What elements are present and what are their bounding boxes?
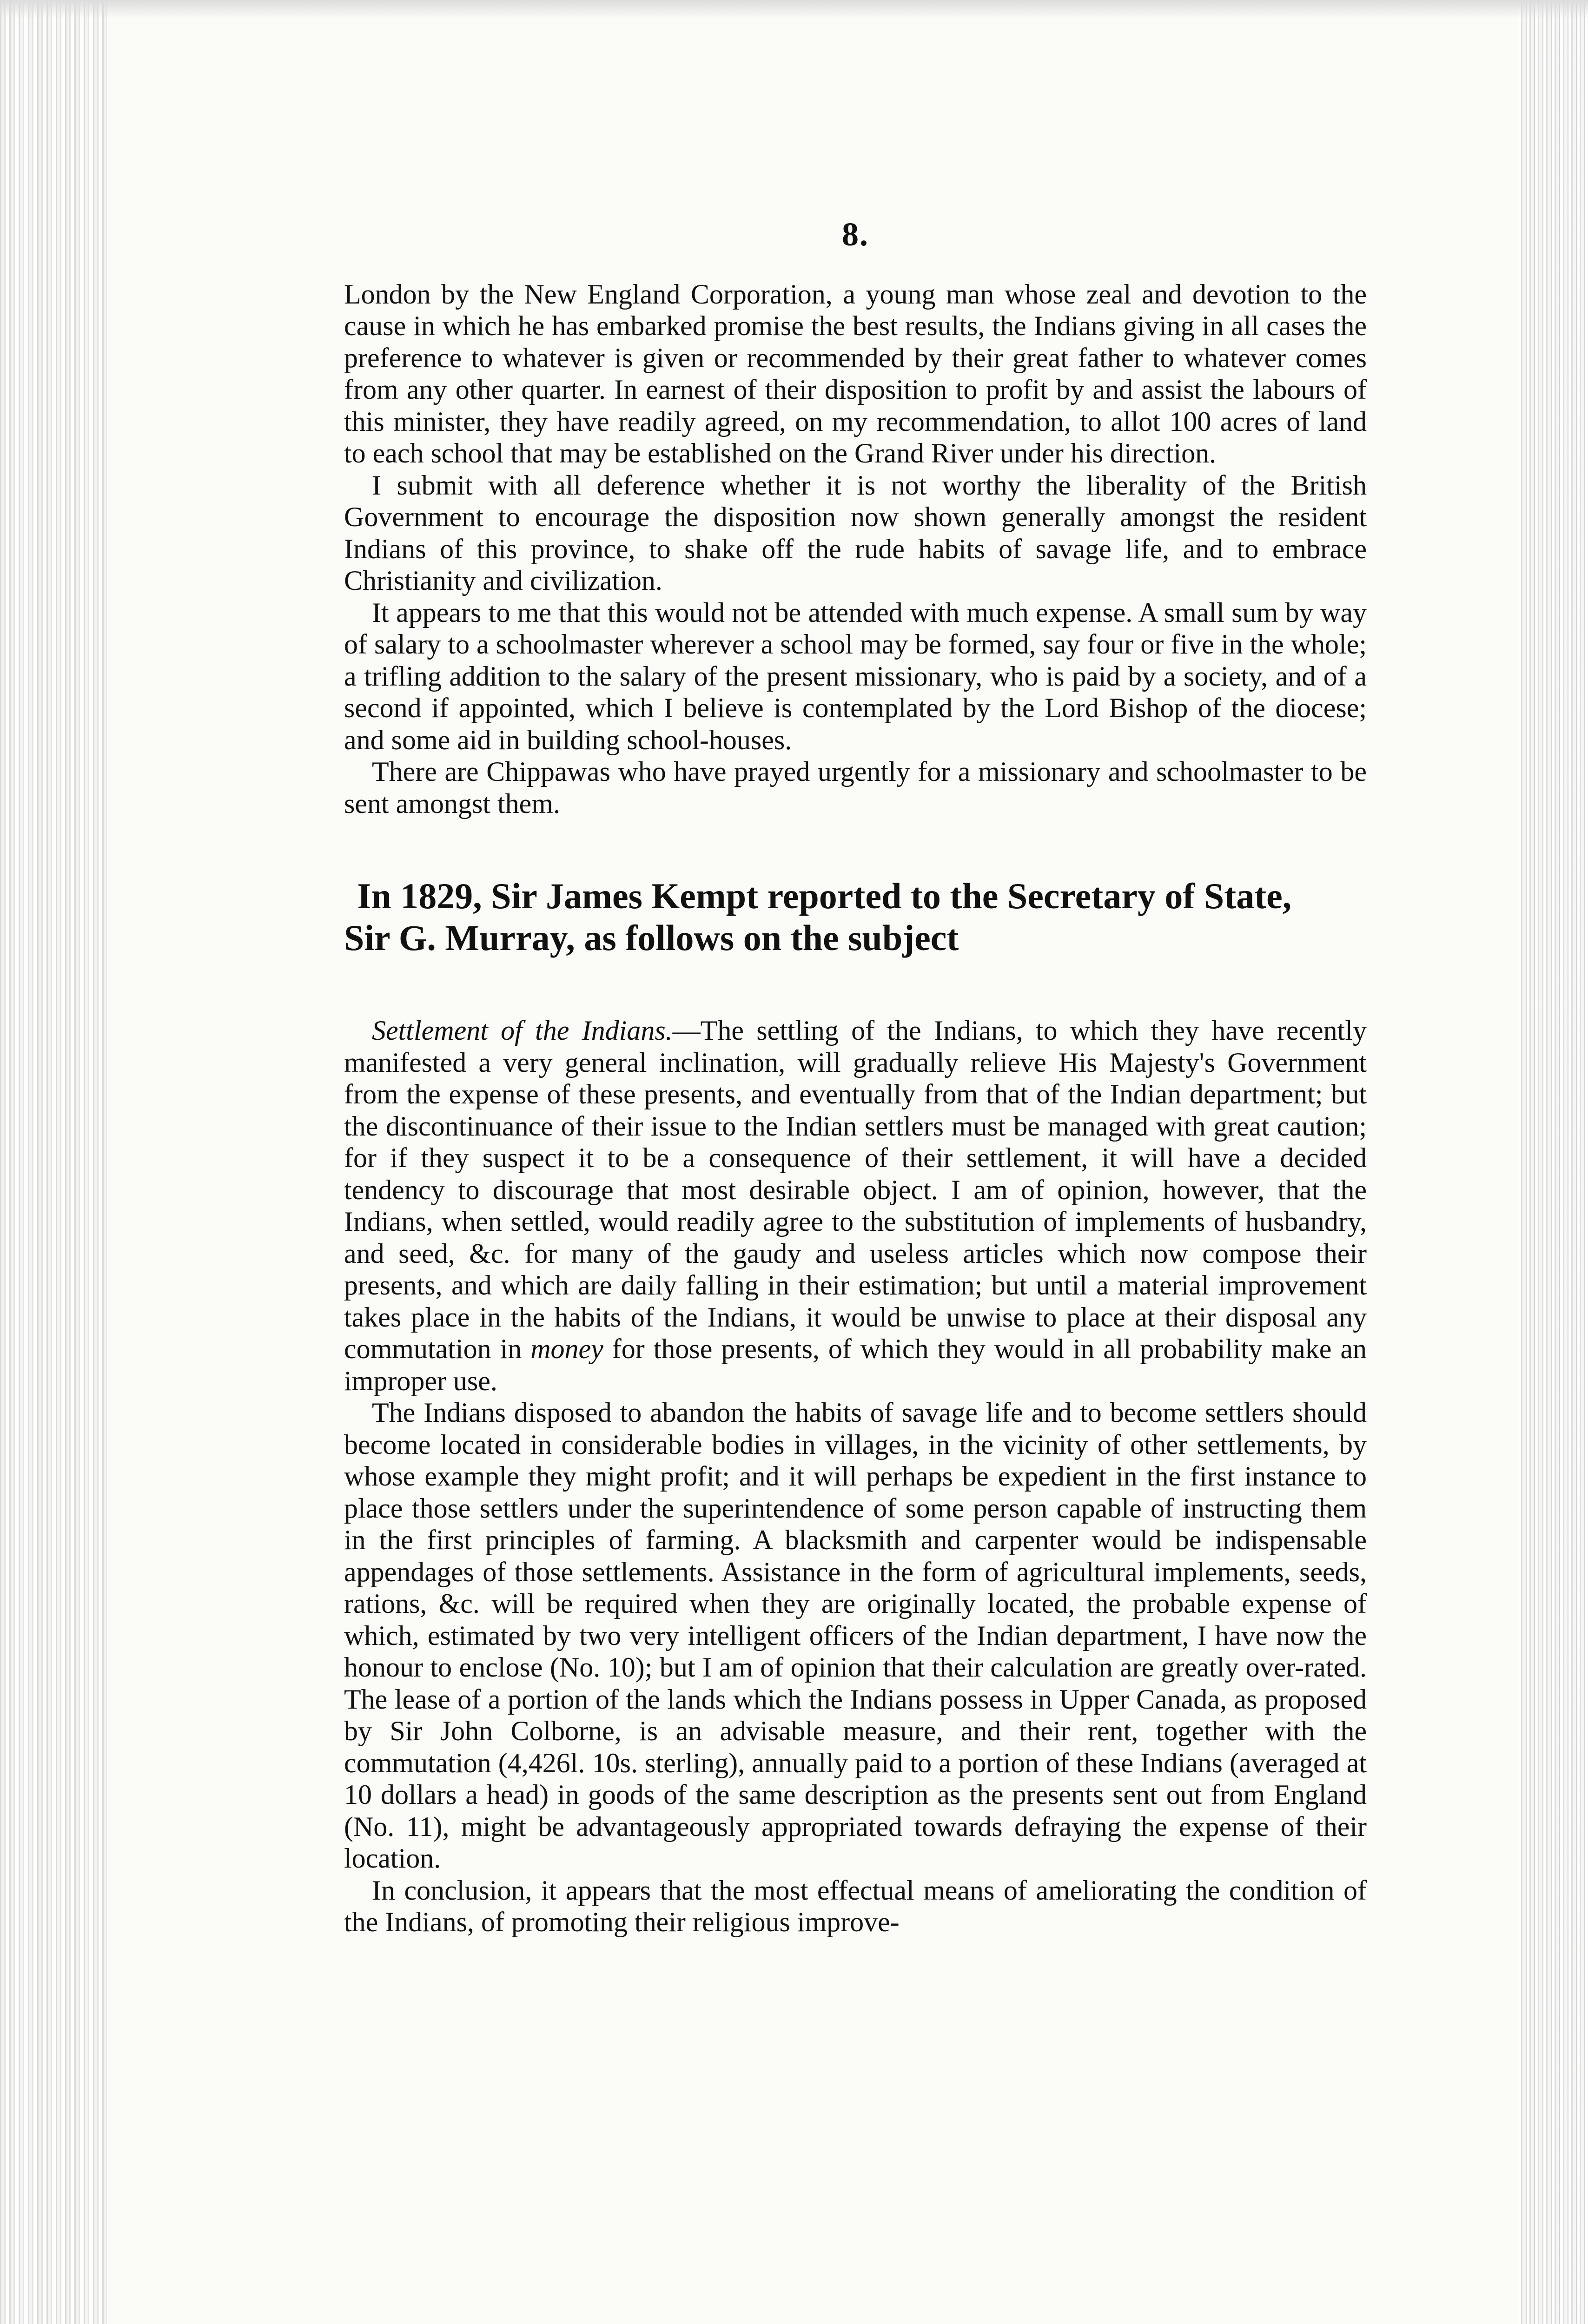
page-edge-left (0, 0, 107, 2324)
settlement-text-2: for those presents, of which they would in all probability make an improper use. (344, 1334, 1367, 1396)
paragraph-settlement (344, 1015, 1367, 1397)
paragraph-conclusion: In conclusion, it appears that the most effectual means of ameliorating the condition of the Indians, of promoting their religious improve- (344, 1875, 1367, 1937)
paragraph-chippawas: There are Chippawas who have prayed urgently for a missionary and schoolmaster to be sent amongst them. (344, 756, 1367, 819)
paragraph-expense: It appears to me that this would not be attended with much expense. A small sum by way of salary to a schoolmaster wherever a school may be formed, say four or five in the whole; a trifling addition to the salary of the present missionary, who is paid by a society, and of a second if appointed, which I believe is contemplated by the Lord Bishop of the diocese; and some aid in building school-houses. (344, 597, 1367, 755)
paragraph-london: London by the New England Corporation, a young man whose zeal and devotion to the cause in which he has embarked promise the best results, the Indians giving in all cases the preference to whatever is given or recommended by their great father to whatever comes from any other quarter. In earnest of their disposition to profit by and assist the labours of this minister, they have readily agreed, on my recommendation, to allot 100 acres of land to each school that may be established on the Grand River under his direction. (344, 278, 1367, 469)
page-edge-top (0, 0, 1588, 19)
paragraph-indians-disposed: The Indians disposed to abandon the habits of savage life and to become settlers should become located in considerable bodies in villages, in the vicinity of other settlements, by whose example they might profit; and it will perhaps be expedient in the first instance to place those settlers under the superintendence of some person capable of instructing them in the first principles of farming. A blacksmith and carpenter would be indispensable appendages of those settlements. Assistance in the form of agricultural implements, seeds, rations, &c. will be required when they are originally located, the probable expense of which, estimated by two very intelligent officers of the Indian department, I have now the honour to enclose (No. 10); but I am of opinion that their calculation are greatly over-rated. The lease of a portion of the lands which the Indians possess in Upper Canada, as proposed by Sir John Colborne, is an advisable measure, and their rent, together with the commutation (4,426l. 10s. sterling), annually paid to a portion of these Indians (averaged at 10 dollars a head) in goods of the same description as the presents sent out from England (No. 11), might be advantageously appropriated towards defraying the expense of their location. (344, 1397, 1367, 1874)
section-heading (344, 875, 1367, 959)
settlement-money: money (530, 1334, 603, 1364)
heading-line-1: In 1829, Sir James Kempt reported to the Secretary of State, (357, 876, 1292, 916)
page-content (344, 218, 1367, 1938)
heading-line-2: Sir G. Murray, as follows on the subject (344, 918, 959, 958)
page-edge-right (1518, 0, 1588, 2324)
paragraph-submit: I submit with all deference whether it is not worthy the liberality of the British Government to encourage the disposition now shown generally amongst the resident Indians of this province, to shake off the rude habits of savage life, and to embrace Christianity and civilization. (344, 469, 1367, 596)
page-number: 8. (842, 216, 869, 253)
settlement-text-1: —The settling of the Indians, to which they have recently manifested a very general inclination, will gradually relieve His Majesty's Government from the expense of these presents, and eventually from that of the Indian department; but the discontinuance of their issue to the Indian settlers must be managed with great caution; for if they suspect it to be a consequence of their settlement, it will have a decided tendency to discourage that most desirable object. I am of opinion, however, that the Indians, when settled, would readily agree to the substitution of implements of husbandry, and seed, &c. for many of the gaudy and useless articles which now compose their presents, and which are daily falling in their estimation; but until a material improvement takes place in the habits of the Indians, it would be unwise to place at their disposal any commutation in (344, 1015, 1367, 1364)
settlement-lead: Settlement of the Indians. (372, 1015, 673, 1046)
